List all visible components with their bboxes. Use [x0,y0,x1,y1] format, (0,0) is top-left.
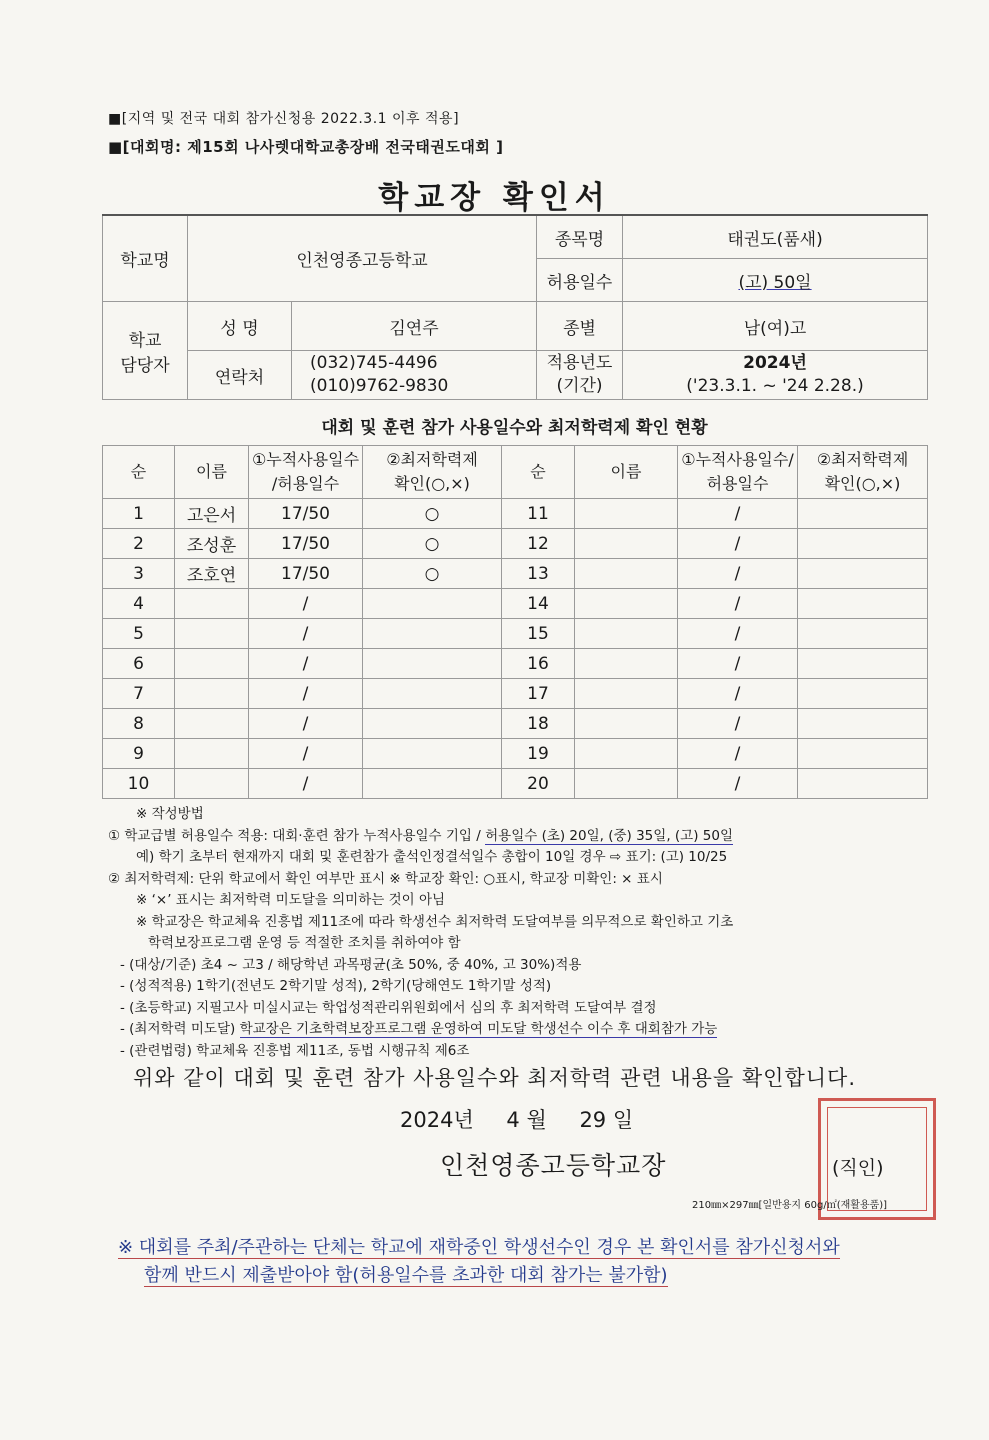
event-label: 종목명 [537,215,623,259]
date-month: 4 월 [506,1108,547,1132]
row-days: / [249,739,363,769]
contact-phone-1: (032)745-4496 [310,353,438,373]
row-academic [798,619,928,649]
period-value [623,351,928,400]
note-3: ※ ‘×’ 표시는 최저학력 미도달을 의미하는 것이 아님 [136,892,446,908]
table-row [103,679,928,709]
row-name [175,769,249,799]
manager-label [103,302,188,400]
row-no: 4 [103,589,175,619]
roster-body [103,499,928,799]
row-days: / [678,739,798,769]
period-label [537,351,623,400]
row-days: / [678,589,798,619]
row-days: / [678,499,798,529]
note-8-text: 학교장은 기초학력보장프로그램 운영하여 미도달 학생선수 이수 후 대회참가 가능 [239,1021,718,1037]
footer-line-2 [118,1262,918,1290]
row-no: 10 [103,769,175,799]
footer-line-1-text: ※ 대회를 주최/주관하는 단체는 학교에 재학중인 학생선수인 경우 본 확인서를 참가신청서와 [118,1237,840,1258]
row-name [575,769,678,799]
col-days-right-line1: ①누적사용일수/ [681,450,794,469]
notes-heading: ※ 작성방법 [136,806,204,822]
col-name-left: 이름 [175,446,249,499]
row-name [575,529,678,559]
note-1-example: 예) 학기 초부터 현재까지 대회 및 훈련참가 출석인정결석일수 총합이 10일 경우 ⇨ 표기: (고) 10/25 [136,849,728,865]
principal-signature-line: 인천영종고등학교장 [440,1151,667,1180]
row-no: 8 [103,709,175,739]
row-no: 5 [103,619,175,649]
note-8 [108,1019,938,1041]
row-academic [798,739,928,769]
allowed-days-label: 허용일수 [537,259,623,302]
confirmation-statement: 위와 같이 대회 및 훈련 참가 사용일수와 최저학력 관련 내용을 확인합니다. [132,1066,856,1090]
competition-name-header: ■[대회명: 제15회 나사렛대학교총장배 전국태권도대회 ] [108,138,504,156]
row-no: 11 [502,499,575,529]
footer-line-2-text: 함께 반드시 제출받아야 함(허용일수를 초과한 대회 참가는 불가함) [144,1265,668,1286]
row-academic: ○ [363,559,502,589]
note-5: - (대상/기준) 초4 ~ 고3 / 해당학년 과목평균(초 50%, 중 40%, 고 30%)적용 [120,956,582,973]
writing-instructions [108,804,938,1062]
row-days: / [249,679,363,709]
row-days: 17/50 [249,529,363,559]
row-name [175,589,249,619]
row-no: 18 [502,709,575,739]
col-acad-right-line2: 확인(○,×) [824,474,901,493]
table-row [103,559,928,589]
row-name: 조성훈 [175,529,249,559]
note-4-cont: 학력보장프로그램 운영 등 적절한 조치를 취하여야 함 [148,935,461,951]
form-usage-header: ■[지역 및 전국 대회 참가신청용 2022.3.1 이후 적용] [108,111,460,127]
row-no: 3 [103,559,175,589]
roster-header-row [103,446,928,499]
row-days: / [678,529,798,559]
col-acad-left-line2: 확인(○,×) [394,474,470,493]
row-days: / [249,649,363,679]
paper-size-note: 210㎜×297㎜[일반용지 60g/㎡(재활용품)] [692,1200,888,1211]
col-days-left-line1: ①누적사용일수 [251,450,360,469]
row-academic [363,619,502,649]
row-name [575,709,678,739]
note-9: - (관련법령) 학교체육 진흥법 제11조, 동법 시행규칙 제6조 [120,1042,470,1059]
table-row [103,529,928,559]
row-name [575,559,678,589]
table-row [103,769,928,799]
row-name: 고은서 [175,499,249,529]
row-days: 17/50 [249,559,363,589]
row-days: / [678,649,798,679]
row-days: / [249,769,363,799]
row-academic [798,559,928,589]
row-no: 17 [502,679,575,709]
col-days-left-line2: /허용일수 [271,474,340,493]
row-academic [798,679,928,709]
col-acad-right [798,446,928,499]
note-8-label: - (최저학력 미도달) [120,1021,240,1037]
row-academic [798,529,928,559]
category-value: 남(여)고 [623,302,928,351]
table-row [103,739,928,769]
row-no: 6 [103,649,175,679]
row-academic [363,679,502,709]
contact-label: 연락처 [188,351,292,400]
col-acad-right-line1: ②최저학력제 [816,450,909,469]
table-row [103,649,928,679]
name-label: 성 명 [188,302,292,351]
col-acad-left-line1: ②최저학력제 [386,450,478,469]
school-info-table [102,214,928,400]
col-no-left: 순 [103,446,175,499]
row-academic [363,709,502,739]
row-academic: ○ [363,529,502,559]
allowed-days-value [623,259,928,302]
row-days: / [249,589,363,619]
row-academic [798,589,928,619]
allowed-days-text: (고) 50일 [738,272,812,293]
footer-line-1 [118,1234,918,1262]
row-days: / [249,619,363,649]
table-row [103,499,928,529]
row-days: 17/50 [249,499,363,529]
contact-value [292,351,537,400]
row-name [175,679,249,709]
row-name: 조호연 [175,559,249,589]
table-row [103,619,928,649]
note-1-text: ① 학교급별 허용일수 적용: 대회·훈련 참가 누적사용일수 기입 / [108,827,486,844]
row-days: / [249,709,363,739]
date-year: 2024년 [400,1108,474,1132]
row-no: 7 [103,679,175,709]
row-no: 9 [103,739,175,769]
row-name [575,499,678,529]
table-row [103,709,928,739]
contact-phone-2: (010)9762-9830 [310,376,449,396]
row-no: 20 [502,769,575,799]
seal-label: (직인) [832,1157,884,1179]
note-1-allowed-days: 허용일수 (초) 20일, (중) 35일, (고) 50일 [485,827,733,844]
row-name [575,739,678,769]
col-name-right: 이름 [575,446,678,499]
event-value: 태권도(품새) [623,215,928,259]
date-day: 29 일 [579,1108,634,1132]
school-value: 인천영종고등학교 [188,215,537,302]
row-no: 16 [502,649,575,679]
period-range: ('23.3.1. ~ '24 2.28.) [686,376,864,396]
row-name [575,679,678,709]
table-row [103,589,928,619]
row-name [175,649,249,679]
row-no: 14 [502,589,575,619]
note-7: - (초등학교) 지필고사 미실시교는 학업성적관리위원회에서 심의 후 최저학력 도달여부 결정 [120,999,657,1016]
col-no-right: 순 [502,446,575,499]
row-academic [363,739,502,769]
issue-date [400,1104,659,1134]
col-acad-left [363,446,502,499]
note-1 [108,826,938,848]
row-name [575,619,678,649]
row-academic [798,649,928,679]
note-4: ※ 학교장은 학교체육 진흥법 제11조에 따라 학생선수 최저학력 도달여부를 의무적으로 확인하고 기초 [136,913,734,930]
category-label: 종별 [537,302,623,351]
note-2: ② 최저학력제: 단위 학교에서 확인 여부만 표시 ※ 학교장 확인: ○표시, 학교장 미확인: × 표시 [108,870,663,887]
note-6: - (성적적용) 1학기(전년도 2학기말 성적), 2학기(당해연도 1학기말 성적) [120,978,552,994]
row-academic: ○ [363,499,502,529]
row-academic [363,649,502,679]
row-academic [798,769,928,799]
period-year: 2024년 [743,353,807,373]
row-no: 13 [502,559,575,589]
row-name [575,589,678,619]
manager-label-line2: 담당자 [120,355,170,376]
row-name [175,739,249,769]
row-academic [798,709,928,739]
row-no: 15 [502,619,575,649]
col-days-right-line2: 허용일수 [706,474,769,493]
row-days: / [678,709,798,739]
manager-label-line1: 학교 [128,330,162,351]
row-name [175,619,249,649]
section-title: 대회 및 훈련 참가 사용일수와 최저학력제 확인 현황 [321,418,708,438]
row-days: / [678,769,798,799]
row-academic [363,589,502,619]
page-title: 학교장 확인서 [378,180,611,216]
row-no: 12 [502,529,575,559]
row-days: / [678,679,798,709]
school-label: 학교명 [103,215,188,302]
name-value: 김연주 [292,302,537,351]
row-name [175,709,249,739]
row-academic [363,769,502,799]
col-days-right [678,446,798,499]
row-days: / [678,559,798,589]
footer-notice [118,1234,918,1290]
row-name [575,649,678,679]
row-days: / [678,619,798,649]
student-roster-table [102,445,928,799]
period-label-line1: 적용년도 [546,353,613,373]
row-academic [798,499,928,529]
row-no: 2 [103,529,175,559]
row-no: 1 [103,499,175,529]
col-days-left [249,446,363,499]
row-no: 19 [502,739,575,769]
period-label-line2: (기간) [556,376,603,396]
